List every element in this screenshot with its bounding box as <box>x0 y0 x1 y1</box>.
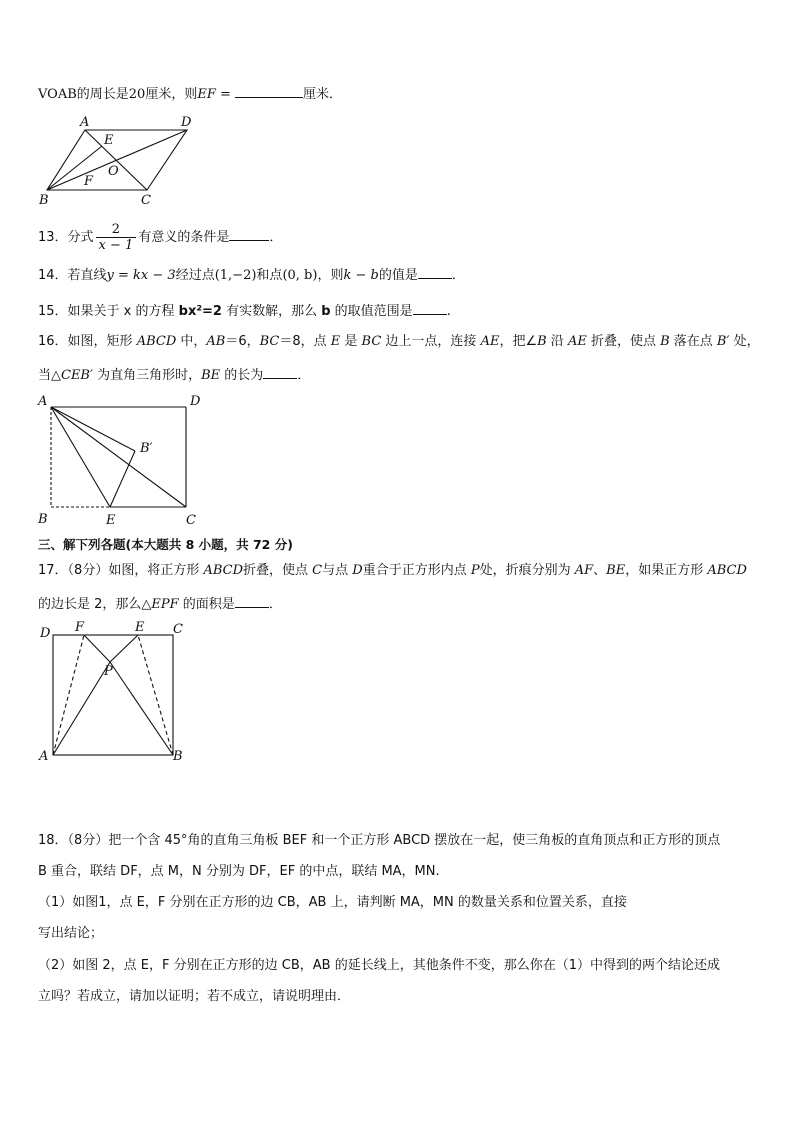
q17-text: 17．（8分）如图，将正方形 <box>38 563 204 578</box>
label-d: D <box>181 115 192 130</box>
question-14 <box>38 264 465 285</box>
label-a: A <box>80 115 90 130</box>
crease-af <box>53 635 84 755</box>
q16-text: 16．如图，矩形 <box>38 334 137 349</box>
question-13 <box>38 222 282 254</box>
q15-equation: bx²=2 <box>178 304 222 319</box>
question-18-part2: （2）如图 2，点 E，F 分别在正方形的边 CB，AB 的延长线上，其他条件不变，那么你在（1）中得到的两个结论还成 <box>38 958 720 973</box>
q16-ab: AB <box>206 334 226 349</box>
q17-end: ． <box>268 597 282 612</box>
q16-e: E <box>330 334 341 349</box>
q17-answer-blank[interactable] <box>235 593 269 608</box>
q17-epf: EPF <box>151 597 179 612</box>
q15-text3: 的取值范围是 <box>330 304 413 319</box>
label-c: C <box>141 193 151 208</box>
segment-bp <box>110 662 173 755</box>
q17-d: D <box>352 563 363 578</box>
q12-unit: 厘米． <box>303 87 343 102</box>
parallelogram-label: VOAB <box>38 87 77 102</box>
q17-text: ，如果正方形 <box>625 563 708 578</box>
figure-parallelogram <box>30 110 200 210</box>
q14-text2: 经过点 <box>175 268 215 283</box>
q16-text: 是 <box>340 334 362 349</box>
q14-text5: 的值是 <box>378 268 418 283</box>
q17-text: 处，折痕分别为 <box>479 563 575 578</box>
q14-expr: k − b <box>343 268 379 283</box>
q15-answer-blank[interactable] <box>413 300 447 315</box>
label-e: E <box>106 513 116 528</box>
q16-b: B <box>537 334 547 349</box>
q16-text: 处， <box>729 334 760 349</box>
question-16-line2 <box>38 364 310 385</box>
q17-c: C <box>312 563 323 578</box>
q16-bc: BC <box>259 334 280 349</box>
q17-text: 的面积是 <box>178 597 235 612</box>
diagonal-bd <box>47 130 187 190</box>
label-d: D <box>40 626 51 641</box>
question-18-line2: B 重合，联结 DF，点 M，N 分别为 DF，EF 的中点，联结 MA，MN. <box>38 864 440 879</box>
q14-point1: (1,−2) <box>214 268 257 283</box>
label-c: C <box>173 622 183 637</box>
q16-text: 落在点 <box>669 334 717 349</box>
label-f: F <box>84 174 94 189</box>
q14-point2: (0, b) <box>282 268 318 283</box>
label-a: A <box>39 749 49 764</box>
label-e: E <box>135 620 145 635</box>
q16-bc2: BC <box>361 334 382 349</box>
label-e: E <box>104 133 114 148</box>
q16-answer-blank[interactable] <box>263 364 297 379</box>
label-d: D <box>190 394 201 409</box>
q15-var-b: b <box>321 304 331 319</box>
q16-text: 沿 <box>546 334 568 349</box>
q15-end: . <box>446 304 451 319</box>
q12-number: 20 <box>128 87 146 102</box>
q17-p: P <box>470 563 480 578</box>
label-b-prime: B′ <box>140 441 153 456</box>
segment-fp <box>84 635 110 662</box>
label-f: F <box>75 620 85 635</box>
q12-text2: 厘米，则 <box>145 87 198 102</box>
q16-abcd: ABCD <box>136 334 177 349</box>
q17-sep: 、 <box>593 563 607 578</box>
label-c: C <box>186 513 196 528</box>
label-o: O <box>108 164 119 179</box>
question-18-part2-cont: 立吗？若成立，请加以证明；若不成立，请说明理由． <box>38 989 351 1004</box>
q14-text4: ，则 <box>317 268 344 283</box>
segment-ap <box>53 662 110 755</box>
figure-rectangle-fold <box>32 390 212 530</box>
q13-answer-blank[interactable] <box>229 226 269 241</box>
label-p: P <box>104 664 113 679</box>
q12-tail-line <box>38 83 342 104</box>
q12-text: 的周长是 <box>76 87 129 102</box>
q14-end: ． <box>451 268 465 283</box>
q16-text: 的长为 <box>220 368 264 383</box>
question-16-line1 <box>38 333 760 351</box>
q16-ae2: AE <box>567 334 587 349</box>
q16-be: BE <box>201 368 221 383</box>
crease-be <box>138 635 173 755</box>
q16-text: 边上一点，连接 <box>381 334 481 349</box>
q17-af: AF <box>574 563 594 578</box>
diagonal-ac <box>51 407 186 507</box>
q16-text: 为直角三角形时， <box>92 368 202 383</box>
q13-numerator: 2 <box>111 222 121 237</box>
question-18-line1: 18．（8分）把一个含 45°角的直角三角板 BEF 和一个正方形 ABCD 摆放在一起，使三角板的直角顶点和正方形的顶点 <box>38 833 721 848</box>
label-b: B <box>38 512 48 527</box>
q16-text: ，把∠ <box>499 334 538 349</box>
square-abcd <box>53 635 173 755</box>
q12-eq: = <box>215 87 236 102</box>
q12-answer-blank[interactable] <box>235 83 303 98</box>
segment-be <box>47 146 102 190</box>
q15-text2: 有实数解，那么 <box>221 304 322 319</box>
q14-answer-blank[interactable] <box>418 264 452 279</box>
question-18-part1: （1）如图1，点 E，F 分别在正方形的边 CB，AB 上，请判断 MA，MN 的数量关系和位置关系，直接 <box>38 895 627 910</box>
diagonal-ac <box>85 130 147 190</box>
label-b: B <box>173 749 183 764</box>
label-b: B <box>39 193 49 208</box>
q13-text: 13．分式 <box>38 230 94 245</box>
q13-end: ． <box>269 230 283 245</box>
q16-text: 当△ <box>38 368 61 383</box>
q16-text: ＝6， <box>225 334 260 349</box>
q17-text: 的边长是 2，那么△ <box>38 597 152 612</box>
q17-text: 折叠，使点 <box>243 563 313 578</box>
q16-text: 折叠，使点 <box>586 334 661 349</box>
q14-text: 14．若直线 <box>38 268 107 283</box>
q13-fraction <box>96 222 137 253</box>
section-3-heading: 三、解下列各题(本大题共 8 小题，共 72 分) <box>38 537 293 552</box>
question-15 <box>38 300 451 321</box>
q13-text2: 有意义的条件是 <box>138 230 230 245</box>
q15-text: 15．如果关于 x 的方程 <box>38 304 179 319</box>
question-17-line2 <box>38 593 282 614</box>
question-18-part1-cont: 写出结论； <box>38 926 104 941</box>
q17-be: BE <box>606 563 626 578</box>
q16-text: 中， <box>176 334 207 349</box>
q16-text: ＝8，点 <box>279 334 331 349</box>
q14-text3: 和点 <box>256 268 283 283</box>
segment-ep <box>110 635 138 662</box>
figure-square-fold <box>34 618 194 768</box>
q17-abcd2: ABCD <box>707 563 747 578</box>
question-17-line1 <box>38 562 747 580</box>
q17-text: 与点 <box>322 563 353 578</box>
q16-ceb: CEB′ <box>61 368 93 383</box>
label-a: A <box>38 394 48 409</box>
q16-bprime: B′ <box>716 334 730 349</box>
q12-var: EF <box>197 87 216 102</box>
q14-line-eq: y = kx − 3 <box>106 268 176 283</box>
q17-text: 重合于正方形内点 <box>362 563 471 578</box>
q16-ae: AE <box>480 334 500 349</box>
q13-denominator: x − 1 <box>96 237 137 253</box>
q16-b2: B <box>660 334 670 349</box>
q17-abcd: ABCD <box>203 563 244 578</box>
q16-end: ． <box>297 368 311 383</box>
